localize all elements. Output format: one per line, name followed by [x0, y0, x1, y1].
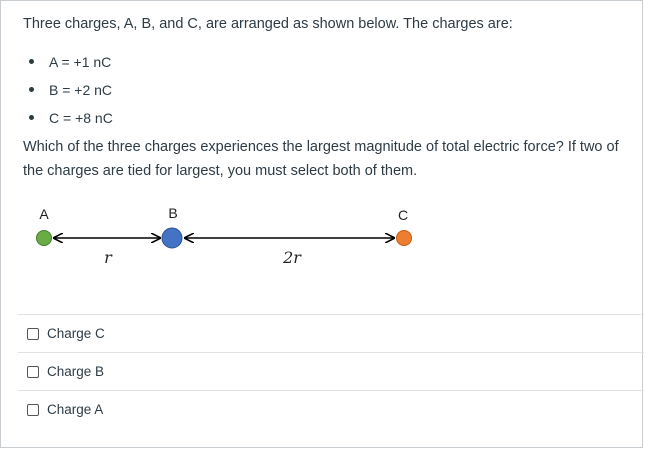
charge-a-label: A [39, 206, 49, 222]
checkbox[interactable] [27, 404, 39, 416]
option-charge-b[interactable] [18, 352, 644, 390]
option-charge-a[interactable] [18, 390, 644, 428]
question-text: Which of the three charges experiences the largest magnitude of total electric force? If two of the charges are tied for largest, you must select both of them. [23, 139, 619, 179]
charge-b-label: B [168, 205, 178, 221]
charge-a-dot [37, 231, 52, 246]
charge-c-label: C [397, 207, 409, 223]
charge-c-dot [397, 231, 412, 246]
option-label: Charge B [47, 364, 105, 379]
option-charge-c[interactable] [18, 314, 644, 352]
charge-list [23, 51, 113, 135]
charge-b-dot [162, 228, 182, 248]
option-label: Charge A [47, 402, 104, 417]
checkbox[interactable] [27, 328, 39, 340]
question-intro: Three charges, A, B, and C, are arranged as shown below. The charges are: [23, 16, 513, 32]
charge-diagram [1, 197, 645, 277]
distance-label-bc: 2r [283, 248, 301, 267]
charge-item-a: A = +1 nC [23, 51, 113, 79]
answer-options [18, 314, 644, 428]
option-label: Charge C [47, 326, 105, 341]
charge-item-c: C = +8 nC [23, 107, 113, 135]
charge-item-b: B = +2 nC [23, 79, 113, 107]
distance-label-ab: r [104, 248, 112, 267]
checkbox[interactable] [27, 366, 39, 378]
